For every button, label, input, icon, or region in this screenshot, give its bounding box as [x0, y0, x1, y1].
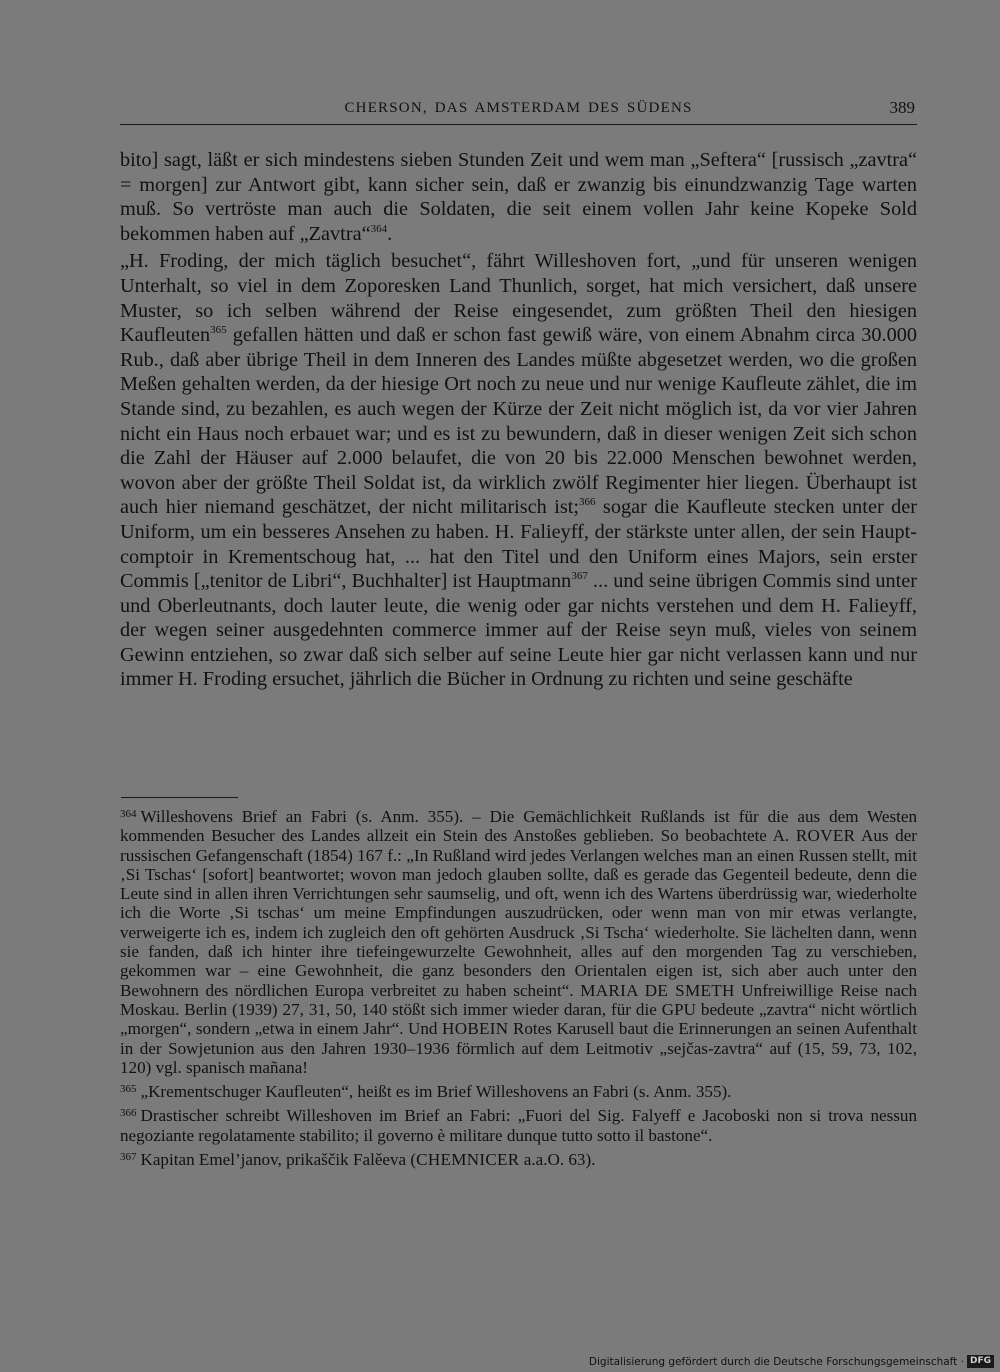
p2-text-c: sogar die Kaufleute stecken unter der Uniform, um ein besseres Ansehen zu haben. H. Falieyff, der stärkste unter allen, der sein Hauptcomptoir in Krementschoug hat, ... hat den Titel und den Uniform eines Majors, sein erster Commis [„tenitor de Libri“, Buchhalter] ist Hauptmann: [120, 496, 918, 593]
paragraph-2: [120, 249, 917, 692]
footnote-text: a.a.O. 63).: [519, 1150, 596, 1170]
footnote-number: 365: [120, 1083, 137, 1096]
p2-text-b: gefallen hätten und daß er schon fast gewiß wäre, von einem Abnahm circa 30.000 Rub., daß aber übrige Theil in dem Inneren des Landes müßte abgesetzet werden, wo die großen Meßen gehalten werden, da der hiesige Ort noch zu neue und nur wenige Kaufleute zählet, die im Stande sind, zu bezahlen, es auch wegen der Kürze der Zeit nicht möglich ist, da vor vier Jahren nicht ein Haus noch erbauet war; und es ist zu bewundern, daß in dieser wenigen Zeit sich schon die Zahl der Häuser auf 2.000 belaufet, die von 20 bis 22.000 Menschen bewohnet werden, wovon aber der größte Theil Soldat ist, da wirklich zwölf Regimenter hier liegen. Überhaupt ist auch hier niemand geschätzet, der nicht militarisch ist;: [120, 324, 917, 519]
footnote-364: [120, 805, 917, 1077]
footnote-ref-367: 367: [571, 570, 588, 583]
footnote-text: Unfreiwillige Reise nach Moskau. Berlin (1939) 27, 31, 50, 140 stößt sich immer wieder daran, für die GPU bedeute „zavtra“ nicht wörtlich „morgen“, sondern „etwa in einem Jahr“. Und: [120, 980, 918, 1039]
author-name: CHEMNICER: [416, 1150, 520, 1170]
header-rule: [120, 124, 917, 125]
digitization-credit: [589, 1355, 994, 1368]
footnote-ref-365: 365: [210, 324, 227, 337]
footnote-text: Rotes Karusell baut die Erinnerungen an seinen Aufenthalt in der Sowjetunion aus den Jahren 1930–1936 förmlich auf dem Leitmotiv „sejčas-zavtra“ auf (15, 59, 73, 102, 120) vgl. spanisch mañana!: [120, 1019, 917, 1077]
footnote-number: 364: [120, 808, 137, 820]
author-name: MARIA DE SMETH: [580, 980, 735, 1000]
page-number: 389: [889, 98, 915, 117]
credit-text: Digitalisierung gefördert durch die Deutsche Forschungsgemeinschaft ·: [588, 1355, 964, 1368]
p2-text-d: ... und seine übrigen Commis sind unter und Oberleutnants, doch lauter leute, die wenig oder gar nichts verstehen und dem H. Falieyff, der wegen seiner ausgedehnten commerce immer auf der Reise seyn muß, vieles von seinem Gewinn entziehen, so zwar daß sich selber auf seine Leute hier gar nicht verlassen kann und nur immer H. Froding ersuchet, jährlich die Bücher in Ordnung zu richten und seine geschäfte: [120, 570, 917, 691]
footnote-text: Drastischer schreibt Willeshoven im Brief an Fabri: „Fuori del Sig. Falyeff e Jacoboski non si trova nessun negoziante regolatamente stabilito; il governo è militare dunque tutto sotto il bastone“.: [120, 1106, 917, 1145]
p2-text-a: „H. Froding, der mich täglich besuchet“, fährt Willeshoven fort, „und für unseren wenigen Unterhalt, so viel in dem Zoporesken Land Thunlich, sorget, hat mich versichert, daß unsere Muster, so ich selben während der Reise eingesendet, zum größten Theil den hiesigen Kaufleuten: [120, 250, 917, 347]
footnote-rule: [121, 797, 238, 798]
footnote-text: Aus der russischen Gefangenschaft (1854) 167 f.: „In Rußland wird jedes Verlangen welches man an einen Russen stellt, mit ‚Si Tschas‘ [sofort] beantwortet; wovon man jedoch glauben sollte, daß es gerade das Gegenteil bedeute, denn die Leute sind in allen ihren Verrichtungen sehr saumselig, und oft, wenn ich des Wartens überdrüssig war, wiederholte ich die Worte ‚Si tschas‘ um meine Empfindungen auszudrücken, oder wenn man von mir etwas verlangte, verweigerte ich es, indem ich zugleich den oft gehörten Ausdruck ‚Si Tscha‘ wiederholte. Sie lächelten dann, wenn sie fanden, daß ich hinter ihre tiefeingewurzelte Gewohnheit, alles auf den morgenden Tag zu verschieben, gekommen war – eine Gewohnheit, die ganz besonders den Orientalen eigen ist, sich aber auch unter den Bewohnern des nördlichen Europa verbreitet zu haben scheint“.: [120, 826, 917, 1000]
p1-text-a: bito] sagt, läßt er sich mindestens sieben Stunden Zeit und wem man „Seftera“ [russisch „zavtra“ = morgen] zur Antwort gibt, kann sicher sein, daß er zwanzig bis einundzwanzig Tage warten muß. So vertröste man auch die Soldaten, die seit einem vollen Jahr keine Kopeke Sold bekommen haben auf „Zavtra“: [120, 149, 917, 245]
footnote-ref-364: 364: [370, 222, 388, 235]
footnote-text: Kapitan Emel’janov, prikaščik Falěeva (: [140, 1150, 417, 1170]
p1-text-b: .: [387, 222, 393, 245]
footnote-365: [120, 1080, 917, 1101]
footnote-number: 367: [120, 1151, 137, 1164]
author-name: ROVER: [795, 826, 856, 846]
dfg-logo: DFG: [967, 1355, 994, 1368]
running-title: CHERSON, DAS AMSTERDAM DES SÜDENS: [344, 100, 693, 116]
author-name: HOBEIN: [442, 1019, 509, 1039]
footnote-text: „Krementschuger Kaufleuten“, heißt es im Brief Willeshovens an Fabri (s. Anm. 355).: [140, 1082, 732, 1102]
footnote-367: [120, 1148, 917, 1169]
running-head: [120, 98, 917, 126]
paragraph-1: [120, 148, 917, 246]
footnote-366: [120, 1104, 917, 1145]
footnote-number: 366: [120, 1107, 137, 1120]
footnote-ref-366: 366: [579, 496, 596, 509]
footnotes: [120, 805, 917, 1169]
footnote-text: Willeshovens Brief an Fabri (s. Anm. 355). – Die Gemächlichkeit Rußlands ist für die aus dem Westen kommenden Besucher des Landes allzeit ein Stein des Anstoßes geblieben. So beobachtete A.: [120, 807, 917, 846]
main-text: [120, 148, 917, 692]
